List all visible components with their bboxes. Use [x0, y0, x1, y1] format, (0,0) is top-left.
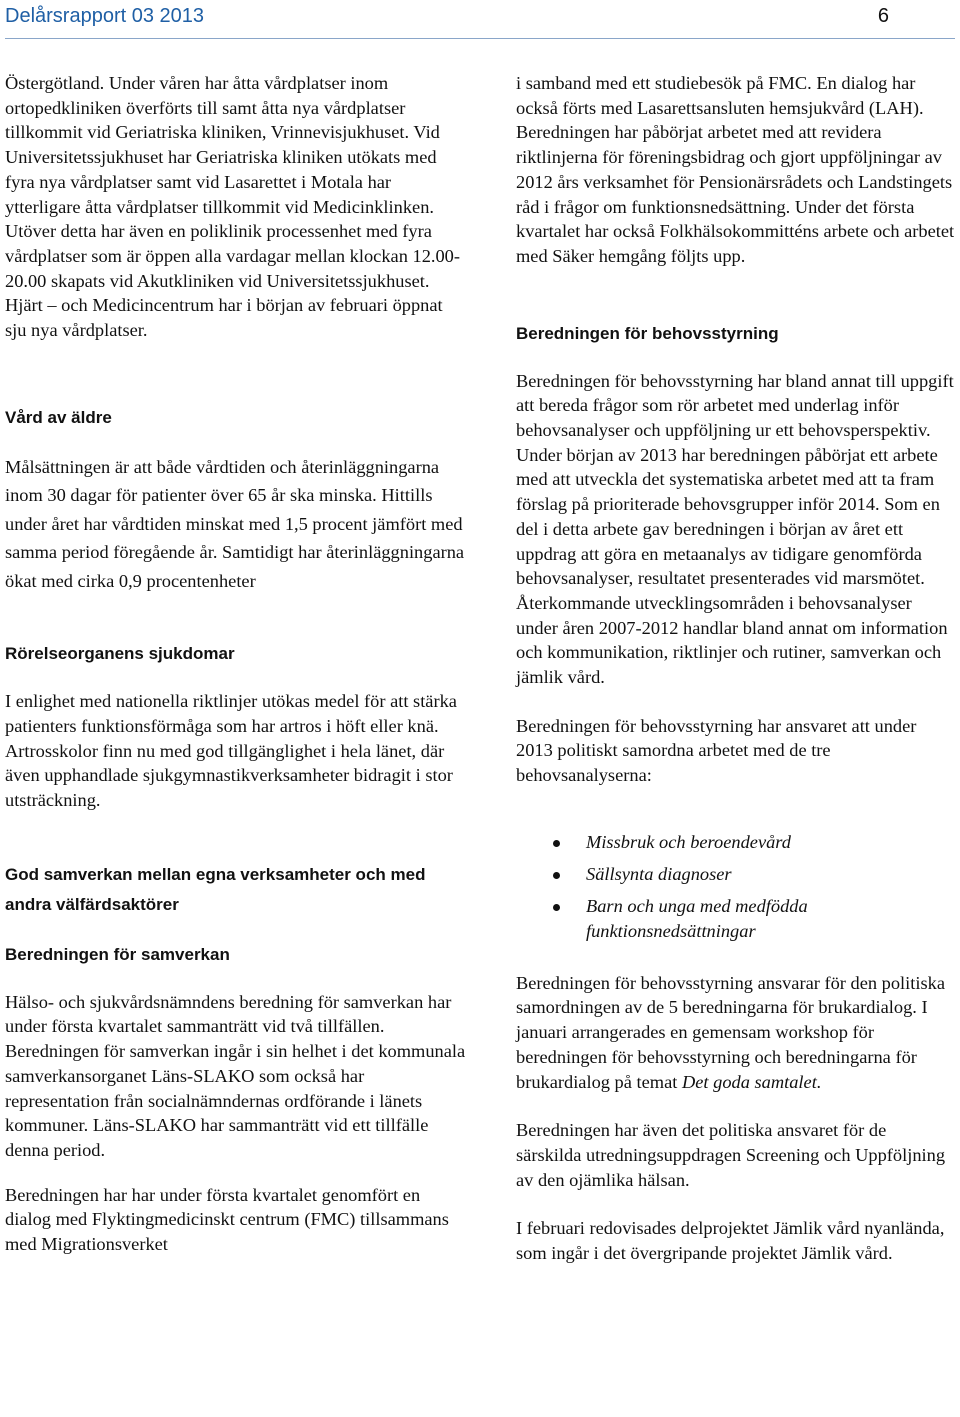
paragraph-behovsstyrning-4: Beredningen har även det politiska ansvaret för de särskilda utredningsuppdragen Screening och Uppföljning av den ojämlika hälsan. [516, 1120, 946, 1190]
list-item-label: Barn och unga med medfödda funktionsnedsättningar [586, 896, 808, 941]
list-item [516, 830, 956, 855]
paragraph-vardplatser: Östergötland. Under våren har åtta vårdplatser inom ortopedkliniken överförts till samt åtta nya vårdplatser tillkommit vid Geriatriska kliniken, Vrinnevisjukhuset. Vid Universitetssjukhuset har Geriatriska kliniken utökats med fyra nya vårdplatser samt vid Lasarettet i Motala har ytterligare åtta vårdplatser tillkommit vid Medicinklinken. Utöver detta har även en poliklinik processenhet med fyra vårdplatser som är öppen alla vardagar mellan klockan 12.00-20.00 skapats vid Akutkliniken vid Universitetssjukhuset. Hjärt – och Medicincentrum har i början av februari öppnat sju nya vårdplatser. [5, 73, 460, 341]
heading-god-samverkan: God samverkan mellan egna verksamheter och med andra välfärdsaktörer [5, 864, 426, 914]
paragraph-fmc-dialog: i samband med ett studiebesök på FMC. En dialog har också förts med Lasarettsansluten hemsjukvård (LAH). Beredningen har påbörjat arbetet med att revidera riktlinjerna för föreningsbidrag och gjort uppföljningar av 2012 års verksamhet för Pensionärsrådets och Landstingets råd i frågor om funktionsnedsättning. Under det första kvartalet har också Folkhälsokommitténs arbete och arbetet med Säker hemgång följts upp. [516, 73, 955, 266]
list-item [516, 894, 956, 943]
paragraph-behovsstyrning-2: Beredningen för behovsstyrning har ansvaret att under 2013 politiskt samordna arbetet med de tre behovsanalyserna: [516, 715, 917, 786]
page-number: 6 [877, 5, 889, 27]
paragraph-vard-av-aldre: Målsättningen är att både vårdtiden och återinläggningarna inom 30 dagar för patienter över 65 år ska minska. Hittills under året har vårdtiden minskat med 1,5 procent jämfört med samma period föregående år. Samtidigt har återinläggningarna ökat med cirka 0,9 procentenheter [5, 456, 465, 591]
right-column [516, 71, 956, 1266]
paragraph-samverkan-2: Beredningen har har under första kvartalet genomfört en dialog med Flyktingmedicinskt centrum (FMC) tillsammans med Migrationsverket [5, 1184, 449, 1255]
bullet-icon [553, 840, 560, 847]
heading-rorelseorganens-sjukdomar: Rörelseorganens sjukdomar [5, 644, 235, 664]
behovsanalyser-list [516, 830, 956, 944]
paragraph-behovsstyrning-5: I februari redovisades delprojektet Jämlik vård nyanlända, som ingår i det övergripande projektet Jämlik vård. [516, 1218, 945, 1264]
list-item-label: Sällsynta diagnoser [586, 864, 732, 885]
left-column [5, 71, 467, 1257]
paragraph-samverkan-1: Hälso- och sjukvårdsnämndens beredning för samverkan har under första kvartalet sammanträtt vid två tillfällen. Beredningen för samverkan ingår i sin helhet i det kommunala samverkansorganet Läns-SLAKO som också har representation från socialnämndernas ordförande i länets kommuner. Läns-SLAKO har sammanträtt vid ett tillfälle denna period. [5, 991, 466, 1160]
report-title: Delårsrapport 03 2013 [5, 5, 205, 27]
heading-vard-av-aldre: Vård av äldre [5, 407, 112, 427]
bullet-icon [553, 872, 560, 879]
paragraph-behovsstyrning-1: Beredningen för behovsstyrning har bland annat till uppgift att bereda frågor som rör arbetet med underlag inför behovsanalyser och uppföljning ur ett behovsperspektiv. Under början av 2013 har beredningen påbörjat ett arbete med att utveckla det systematiska arbetet med att ta fram förslag på prioriterade behovsgrupper inför 2014. Som en del i detta arbete gav beredningen i början av året ett uppdrag att göra en metaanalys av tidigare genomförda behovsanalyser, resultatet presenterades vid marsmötet. Återkommande utvecklingsområden i behovsanalyser under åren 2007-2012 handlar bland annat om information och kommunikation, riktlinjer och rutiner, samverkan och jämlik vård. [516, 370, 954, 688]
list-item [516, 862, 956, 887]
tema-det-goda-samtalet: Det goda samtalet. [681, 1071, 822, 1092]
heading-beredningen-for-samverkan: Beredningen för samverkan [5, 944, 230, 964]
list-item-label: Missbruk och beroendevård [586, 831, 791, 852]
paragraph-behovsstyrning-3 [516, 971, 956, 1095]
paragraph-behovsstyrning-3-text: Beredningen för behovsstyrning ansvarar för den politiska samordningen av de 5 beredningarna för brukardialog. I januari arrangerades en gemensam workshop för beredningen för behovsstyrning och beredningarna för brukardialog på temat [516, 972, 946, 1092]
paragraph-rorelseorganens-sjukdomar: I enlighet med nationella riktlinjer utökas medel för att stärka patienters funktionsförmåga som har artros i höft eller knä. Artrosskolor finn nu med god tillgänglighet i hela länet, där även upphandlade sjukgymnastikverksamheter bidragit i stor utsträckning. [5, 691, 457, 811]
page-header [5, 0, 955, 39]
heading-beredningen-for-behovsstyrning: Beredningen för behovsstyrning [516, 323, 779, 343]
bullet-icon [553, 904, 560, 911]
